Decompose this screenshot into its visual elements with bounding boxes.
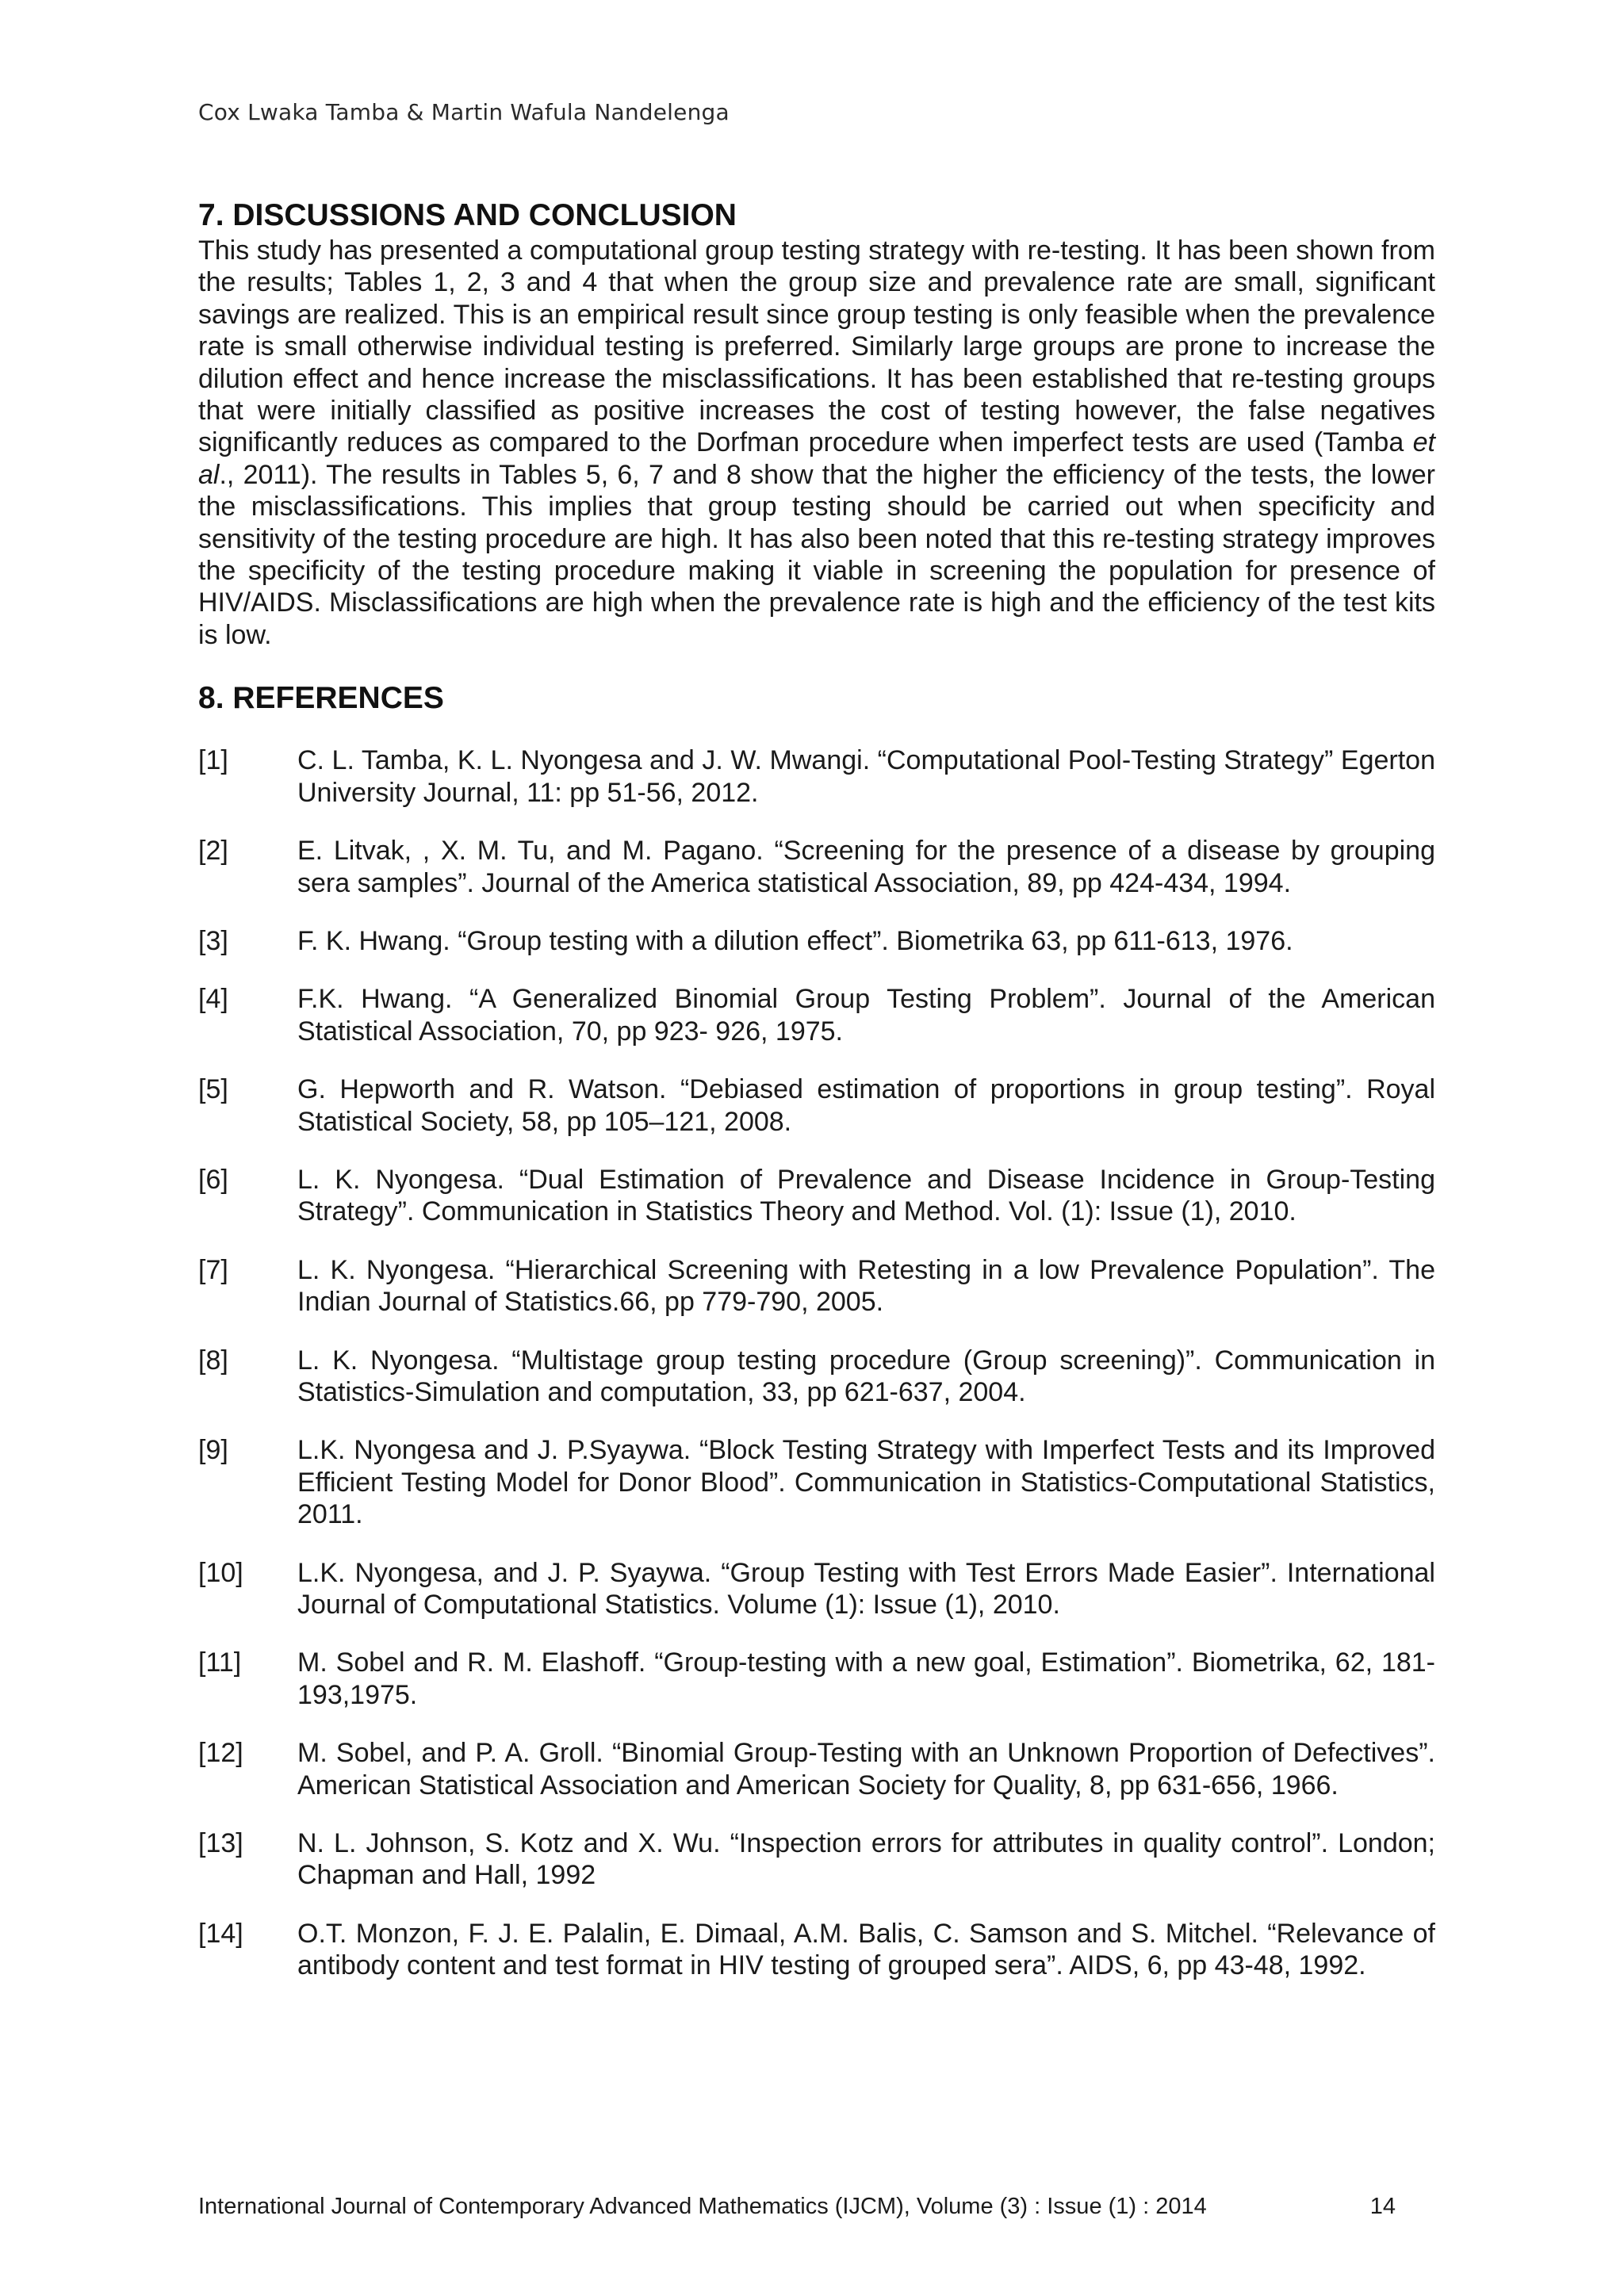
reference-item [198, 1647, 1435, 1711]
discussion-section [198, 197, 1435, 651]
reference-number: [12] [198, 1738, 243, 1769]
references-heading: 8. REFERENCES [198, 681, 444, 716]
reference-text: L. K. Nyongesa. “Multistage group testing procedure (Group screening)”. Communication in Statistics-Simulation and computation, 33, pp 621-637, 2004. [297, 1345, 1435, 1407]
reference-item [198, 983, 1435, 1047]
reference-text: F. K. Hwang. “Group testing with a dilution effect”. Biometrika 63, pp 611-613, 1976. [297, 925, 1293, 956]
reference-number: [11] [198, 1647, 242, 1678]
reference-text: E. Litvak, , X. M. Tu, and M. Pagano. “Screening for the presence of a disease by grouping sera samples”. Journal of the America statistical Association, 89, pp 424-434, 1994. [297, 836, 1435, 898]
reference-item [198, 1164, 1435, 1228]
reference-number: [2] [198, 836, 228, 867]
reference-number: [14] [198, 1918, 243, 1949]
reference-number: [9] [198, 1435, 228, 1466]
discussion-paragraph [198, 235, 1435, 651]
running-header: Cox Lwaka Tamba & Martin Wafula Nandelenga [198, 99, 730, 125]
reference-text: C. L. Tamba, K. L. Nyongesa and J. W. Mwangi. “Computational Pool-Testing Strategy” Egerton University Journal, 11: pp 51-56, 2012. [297, 745, 1435, 808]
reference-list [198, 744, 1435, 1981]
reference-number: [7] [198, 1254, 228, 1285]
reference-item [198, 1073, 1435, 1138]
footer-page-number: 14 [1369, 2194, 1396, 2219]
reference-text: L. K. Nyongesa. “Dual Estimation of Prevalence and Disease Incidence in Group-Testing Strategy”. Communication in Statistics Theory and Method. Vol. (1): Issue (1), 2010. [297, 1164, 1435, 1227]
references-section [198, 679, 1435, 1981]
reference-text: F.K. Hwang. “A Generalized Binomial Group Testing Problem”. Journal of the American Statistical Association, 70, pp 923- 926, 1975. [297, 984, 1435, 1047]
reference-text: O.T. Monzon, F. J. E. Palalin, E. Dimaal, A.M. Balis, C. Samson and S. Mitchel. “Relevance of antibody content and test format in HIV testing of grouped sera”. AIDS, 6, pp 43-48, 1992. [297, 1918, 1435, 1981]
reference-item [198, 1434, 1435, 1530]
reference-text: M. Sobel and R. M. Elashoff. “Group-testing with a new goal, Estimation”. Biometrika, 62, 181-193,1975. [297, 1647, 1435, 1710]
reference-item [198, 1345, 1435, 1409]
reference-text: N. L. Johnson, S. Kotz and X. Wu. “Inspection errors for attributes in quality control”. London; Chapman and Hall, 1992 [297, 1828, 1435, 1891]
reference-number: [8] [198, 1345, 228, 1376]
reference-number: [4] [198, 984, 228, 1015]
discussion-heading: 7. DISCUSSIONS AND CONCLUSION [198, 198, 737, 232]
discussion-text-part-1: This study has presented a computational group testing strategy with re-testing. It has been shown from the results; Tables 1, 2, 3 and 4 that when the group size and prevalence rate are small, significant savings are realized. This is an empirical result since group testing is only feasible when the prevalence rate is small otherwise individual testing is preferred. Similarly large groups are prone to increase the dilution effect and hence increase the misclassifications. It has been established that re-testing groups that were initially classified as positive increases the cost of testing however, the false negatives significantly reduces as compared to the Dorfman procedure when imperfect tests are used (Tamba [198, 235, 1435, 458]
reference-item [198, 744, 1435, 809]
reference-number: [5] [198, 1074, 228, 1105]
discussion-italic-et-al: et al [198, 427, 1435, 490]
reference-text: L. K. Nyongesa. “Hierarchical Screening with Retesting in a low Prevalence Population”. The Indian Journal of Statistics.66, pp 779-790, 2005. [297, 1254, 1435, 1318]
reference-item [198, 1254, 1435, 1318]
discussion-text-part-2: ., 2011). The results in Tables 5, 6, 7 and 8 show that the higher the efficiency of the tests, the lower the misclassifications. This implies that group testing should be carried out when specificity and sensitivity of the testing procedure are high. It has also been noted that this re-testing strategy improves the specificity of the testing procedure making it viable in screening the population for presence of HIV/AIDS. Misclassifications are high when the prevalence rate is high and the efficiency of the test kits is low. [198, 459, 1435, 650]
reference-text: L.K. Nyongesa and J. P.Syaywa. “Block Testing Strategy with Imperfect Tests and its Improved Efficient Testing Model for Donor Blood”. Communication in Statistics-Computational Statistics, 2011. [297, 1435, 1435, 1530]
reference-number: [6] [198, 1164, 228, 1195]
reference-item [198, 1827, 1435, 1892]
reference-number: [3] [198, 925, 228, 956]
reference-text: M. Sobel, and P. A. Groll. “Binomial Group-Testing with an Unknown Proportion of Defectives”. American Statistical Association and American Society for Quality, 8, pp 631-656, 1966. [297, 1738, 1435, 1800]
article-body [198, 197, 1435, 2008]
reference-item [198, 1918, 1435, 1982]
reference-text: L.K. Nyongesa, and J. P. Syaywa. “Group Testing with Test Errors Made Easier”. International Journal of Computational Statistics. Volume (1): Issue (1), 2010. [297, 1557, 1435, 1620]
reference-item [198, 925, 1435, 957]
reference-item [198, 1737, 1435, 1801]
reference-item [198, 1557, 1435, 1621]
page-footer [198, 2194, 1396, 2220]
footer-journal-citation: International Journal of Contemporary Advanced Mathematics (IJCM), Volume (3) : Issue (1) : 2014 [198, 2194, 1207, 2219]
reference-item [198, 835, 1435, 899]
reference-number: [10] [198, 1557, 243, 1588]
reference-number: [13] [198, 1828, 243, 1859]
reference-text: G. Hepworth and R. Watson. “Debiased estimation of proportions in group testing”. Royal Statistical Society, 58, pp 105–121, 2008. [297, 1074, 1435, 1137]
reference-number: [1] [198, 745, 228, 776]
